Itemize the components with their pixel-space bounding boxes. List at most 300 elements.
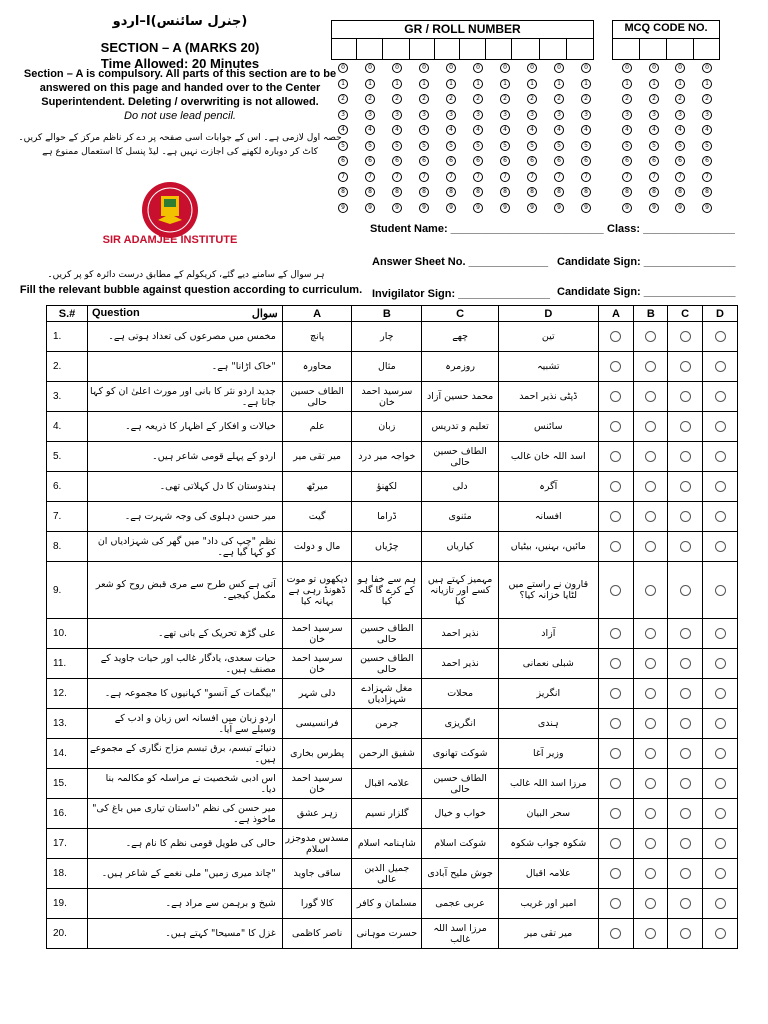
mcq-bubble[interactable]: 7 bbox=[622, 172, 632, 182]
roll-bubble[interactable]: 1 bbox=[473, 79, 483, 89]
option-d: آزاد bbox=[499, 619, 598, 649]
mcq-bubble[interactable]: 6 bbox=[702, 156, 712, 166]
answer-bubble-a[interactable] bbox=[610, 928, 621, 939]
answer-bubble-d[interactable] bbox=[715, 628, 726, 639]
mcq-bubble[interactable]: 2 bbox=[622, 94, 632, 104]
answer-cell-c bbox=[668, 502, 703, 532]
roll-bubble[interactable]: 4 bbox=[473, 125, 483, 135]
answer-bubble-a[interactable] bbox=[610, 658, 621, 669]
answer-bubble-c[interactable] bbox=[680, 688, 691, 699]
answer-bubble-d[interactable] bbox=[715, 748, 726, 759]
answer-bubble-b[interactable] bbox=[645, 748, 656, 759]
mcq-bubble[interactable]: 4 bbox=[702, 125, 712, 135]
roll-bubble[interactable]: 0 bbox=[581, 63, 591, 73]
roll-bubble[interactable]: 3 bbox=[338, 110, 348, 120]
answer-cell-b bbox=[634, 472, 668, 502]
question-text: ہندوستان کا دل کہلاتی تھی۔ bbox=[88, 472, 283, 502]
roll-bubble[interactable]: 8 bbox=[392, 187, 402, 197]
option-c: مرزا اسد اللہ غالب bbox=[422, 919, 499, 949]
roll-bubble[interactable]: 2 bbox=[473, 94, 483, 104]
roll-bubble[interactable]: 4 bbox=[500, 125, 510, 135]
answer-bubble-c[interactable] bbox=[680, 451, 691, 462]
mcq-bubble[interactable]: 1 bbox=[622, 79, 632, 89]
option-c: دلی bbox=[422, 472, 499, 502]
mcq-bubble[interactable]: 6 bbox=[649, 156, 659, 166]
mcq-bubble[interactable]: 2 bbox=[649, 94, 659, 104]
roll-bubble[interactable]: 6 bbox=[419, 156, 429, 166]
roll-bubble[interactable]: 4 bbox=[446, 125, 456, 135]
answer-bubble-a[interactable] bbox=[610, 481, 621, 492]
question-text: شیخ و برہمن سے مراد ہے۔ bbox=[88, 889, 283, 919]
answer-cell-b bbox=[634, 532, 668, 562]
roll-bubble[interactable]: 8 bbox=[527, 187, 537, 197]
mcq-bubble[interactable]: 9 bbox=[649, 203, 659, 213]
answer-bubble-b[interactable] bbox=[645, 451, 656, 462]
answer-bubble-c[interactable] bbox=[680, 868, 691, 879]
mcq-bubble[interactable]: 4 bbox=[649, 125, 659, 135]
roll-bubble[interactable]: 3 bbox=[392, 110, 402, 120]
mcq-bubble[interactable]: 5 bbox=[649, 141, 659, 151]
answer-bubble-c[interactable] bbox=[680, 391, 691, 402]
student-name-field[interactable]: Student Name: _________________________ bbox=[370, 223, 604, 235]
answer-bubble-d[interactable] bbox=[715, 868, 726, 879]
roll-bubble[interactable]: 0 bbox=[338, 63, 348, 73]
roll-bubble[interactable]: 0 bbox=[365, 63, 375, 73]
mcq-bubble[interactable]: 8 bbox=[702, 187, 712, 197]
roll-bubble[interactable]: 5 bbox=[419, 141, 429, 151]
roll-digit-cell[interactable] bbox=[434, 38, 459, 59]
roll-bubble[interactable]: 8 bbox=[419, 187, 429, 197]
mcq-bubble[interactable]: 9 bbox=[622, 203, 632, 213]
option-b: گلزار نسیم bbox=[352, 799, 422, 829]
option-a: میر تقی میر bbox=[282, 442, 352, 472]
answer-cell-c bbox=[668, 799, 703, 829]
roll-bubble[interactable]: 1 bbox=[338, 79, 348, 89]
answer-bubble-a[interactable] bbox=[610, 838, 621, 849]
roll-bubble[interactable]: 9 bbox=[365, 203, 375, 213]
option-d: انگریز bbox=[499, 679, 598, 709]
roll-bubble[interactable]: 9 bbox=[527, 203, 537, 213]
option-b: لکھنؤ bbox=[352, 472, 422, 502]
answer-bubble-b[interactable] bbox=[645, 658, 656, 669]
roll-bubble[interactable]: 6 bbox=[338, 156, 348, 166]
answer-cell-a bbox=[598, 829, 634, 859]
roll-bubble[interactable]: 0 bbox=[473, 63, 483, 73]
roll-bubble[interactable]: 2 bbox=[392, 94, 402, 104]
roll-bubble[interactable]: 4 bbox=[419, 125, 429, 135]
roll-digit-cell[interactable] bbox=[485, 38, 511, 59]
roll-digit-cell[interactable] bbox=[539, 38, 566, 59]
answer-bubble-b[interactable] bbox=[645, 898, 656, 909]
answer-bubble-d[interactable] bbox=[715, 331, 726, 342]
answer-cell-a bbox=[598, 619, 634, 649]
roll-bubble[interactable]: 2 bbox=[338, 94, 348, 104]
answer-cell-d bbox=[703, 859, 738, 889]
answer-bubble-c[interactable] bbox=[680, 808, 691, 819]
roll-bubble[interactable]: 0 bbox=[419, 63, 429, 73]
answer-cell-d bbox=[703, 562, 738, 619]
option-d: وزیر آغا bbox=[499, 739, 598, 769]
mcq-bubble[interactable]: 3 bbox=[702, 110, 712, 120]
roll-bubble[interactable]: 6 bbox=[581, 156, 591, 166]
roll-bubble[interactable]: 7 bbox=[419, 172, 429, 182]
question-text: دنیائے تبسم، برق تبسم مزاح نگاری کے مجموعے ہیں۔ bbox=[88, 739, 283, 769]
roll-bubble[interactable]: 8 bbox=[473, 187, 483, 197]
roll-bubble[interactable]: 6 bbox=[473, 156, 483, 166]
answer-bubble-a[interactable] bbox=[610, 808, 621, 819]
answer-sheet-field[interactable]: Answer Sheet No. _____________ bbox=[372, 256, 549, 268]
roll-bubble[interactable]: 3 bbox=[365, 110, 375, 120]
answer-bubble-b[interactable] bbox=[645, 585, 656, 596]
roll-bubble[interactable]: 9 bbox=[392, 203, 402, 213]
mcq-code-title: MCQ CODE NO. bbox=[624, 22, 708, 34]
answer-bubble-c[interactable] bbox=[680, 928, 691, 939]
answer-cell-d bbox=[703, 829, 738, 859]
roll-bubble[interactable]: 7 bbox=[500, 172, 510, 182]
roll-bubble[interactable]: 9 bbox=[446, 203, 456, 213]
answer-bubble-b[interactable] bbox=[645, 331, 656, 342]
answer-bubble-c[interactable] bbox=[680, 718, 691, 729]
roll-bubble[interactable]: 6 bbox=[500, 156, 510, 166]
answer-bubble-a[interactable] bbox=[610, 718, 621, 729]
answer-bubble-b[interactable] bbox=[645, 838, 656, 849]
answer-bubble-b[interactable] bbox=[645, 541, 656, 552]
roll-bubble[interactable]: 6 bbox=[392, 156, 402, 166]
roll-bubble[interactable]: 1 bbox=[419, 79, 429, 89]
roll-bubble[interactable]: 3 bbox=[581, 110, 591, 120]
mcq-bubble[interactable]: 0 bbox=[675, 63, 685, 73]
roll-bubble[interactable]: 5 bbox=[554, 141, 564, 151]
mcq-digit-cell[interactable] bbox=[693, 38, 720, 59]
answer-bubble-c[interactable] bbox=[680, 541, 691, 552]
answer-bubble-b[interactable] bbox=[645, 628, 656, 639]
answer-bubble-d[interactable] bbox=[715, 928, 726, 939]
question-text: علی گڑھ تحریک کے بانی تھے۔ bbox=[88, 619, 283, 649]
mcq-bubble[interactable]: 0 bbox=[622, 63, 632, 73]
answer-bubble-d[interactable] bbox=[715, 391, 726, 402]
answer-bubble-c[interactable] bbox=[680, 361, 691, 372]
answer-cell-a bbox=[598, 739, 634, 769]
option-a: ناصر کاظمی bbox=[282, 919, 352, 949]
roll-bubble[interactable]: 2 bbox=[554, 94, 564, 104]
roll-bubble[interactable]: 6 bbox=[554, 156, 564, 166]
mcq-bubble[interactable]: 1 bbox=[702, 79, 712, 89]
mcq-bubble[interactable]: 7 bbox=[702, 172, 712, 182]
roll-bubble[interactable]: 8 bbox=[338, 187, 348, 197]
option-c: روزمرہ bbox=[422, 352, 499, 382]
candidate-sign-field-2[interactable]: Candidate Sign: _______________ bbox=[557, 286, 736, 298]
answer-bubble-d[interactable] bbox=[715, 511, 726, 522]
option-b: چڑیاں bbox=[352, 532, 422, 562]
roll-bubble[interactable]: 6 bbox=[527, 156, 537, 166]
roll-bubble[interactable]: 3 bbox=[500, 110, 510, 120]
question-number: 8. bbox=[47, 532, 88, 562]
mcq-bubble[interactable]: 5 bbox=[675, 141, 685, 151]
roll-bubble[interactable]: 3 bbox=[473, 110, 483, 120]
mcq-digit-cell[interactable] bbox=[639, 38, 666, 59]
answer-bubble-a[interactable] bbox=[610, 748, 621, 759]
answer-bubble-d[interactable] bbox=[715, 898, 726, 909]
answer-bubble-b[interactable] bbox=[645, 868, 656, 879]
roll-bubble[interactable]: 7 bbox=[365, 172, 375, 182]
answer-bubble-c[interactable] bbox=[680, 898, 691, 909]
roll-bubble[interactable]: 4 bbox=[392, 125, 402, 135]
answer-bubble-a[interactable] bbox=[610, 868, 621, 879]
roll-bubble[interactable]: 1 bbox=[365, 79, 375, 89]
answer-bubble-a[interactable] bbox=[610, 391, 621, 402]
roll-bubble[interactable]: 4 bbox=[554, 125, 564, 135]
answer-bubble-c[interactable] bbox=[680, 838, 691, 849]
mcq-bubble[interactable]: 0 bbox=[702, 63, 712, 73]
mcq-bubble[interactable]: 0 bbox=[649, 63, 659, 73]
roll-bubble[interactable]: 5 bbox=[446, 141, 456, 151]
option-d: سحر البیان bbox=[499, 799, 598, 829]
roll-bubble[interactable]: 9 bbox=[500, 203, 510, 213]
answer-bubble-d[interactable] bbox=[715, 585, 726, 596]
answer-bubble-c[interactable] bbox=[680, 778, 691, 789]
roll-digit-cell[interactable] bbox=[459, 38, 485, 59]
roll-bubble[interactable]: 1 bbox=[500, 79, 510, 89]
mcq-bubble[interactable]: 8 bbox=[675, 187, 685, 197]
mcq-digit-cell[interactable] bbox=[666, 38, 693, 59]
answer-bubble-d[interactable] bbox=[715, 361, 726, 372]
mcq-bubble[interactable]: 2 bbox=[675, 94, 685, 104]
section-title: SECTION – A (MARKS 20) bbox=[100, 40, 260, 55]
roll-bubble[interactable]: 4 bbox=[338, 125, 348, 135]
mcq-bubble[interactable]: 7 bbox=[649, 172, 659, 182]
answer-bubble-c[interactable] bbox=[680, 585, 691, 596]
roll-bubble[interactable]: 9 bbox=[338, 203, 348, 213]
answer-bubble-a[interactable] bbox=[610, 898, 621, 909]
answer-bubble-a[interactable] bbox=[610, 331, 621, 342]
roll-bubble[interactable]: 3 bbox=[527, 110, 537, 120]
answer-bubble-d[interactable] bbox=[715, 541, 726, 552]
question-number: 17. bbox=[47, 829, 88, 859]
roll-digit-cell[interactable] bbox=[409, 38, 434, 59]
roll-bubble[interactable]: 7 bbox=[446, 172, 456, 182]
answer-bubble-a[interactable] bbox=[610, 511, 621, 522]
roll-bubble[interactable]: 0 bbox=[500, 63, 510, 73]
mcq-bubble[interactable]: 7 bbox=[675, 172, 685, 182]
mcq-bubble[interactable]: 4 bbox=[622, 125, 632, 135]
mcq-bubble[interactable]: 3 bbox=[622, 110, 632, 120]
roll-bubble[interactable]: 3 bbox=[419, 110, 429, 120]
roll-bubble[interactable]: 8 bbox=[554, 187, 564, 197]
answer-bubble-c[interactable] bbox=[680, 481, 691, 492]
answer-bubble-c[interactable] bbox=[680, 748, 691, 759]
roll-bubble[interactable]: 9 bbox=[473, 203, 483, 213]
roll-bubble[interactable]: 1 bbox=[581, 79, 591, 89]
roll-bubble[interactable]: 0 bbox=[554, 63, 564, 73]
roll-bubble[interactable]: 2 bbox=[527, 94, 537, 104]
roll-bubble[interactable]: 3 bbox=[554, 110, 564, 120]
answer-bubble-d[interactable] bbox=[715, 481, 726, 492]
roll-bubble[interactable]: 7 bbox=[473, 172, 483, 182]
answer-bubble-b[interactable] bbox=[645, 421, 656, 432]
roll-bubble[interactable]: 7 bbox=[527, 172, 537, 182]
answer-bubble-a[interactable] bbox=[610, 628, 621, 639]
question-number: 1. bbox=[47, 322, 88, 352]
roll-bubble[interactable]: 0 bbox=[527, 63, 537, 73]
answer-cell-b bbox=[634, 889, 668, 919]
roll-bubble[interactable]: 5 bbox=[527, 141, 537, 151]
answer-bubble-a[interactable] bbox=[610, 688, 621, 699]
roll-digit-cell[interactable] bbox=[511, 38, 539, 59]
option-c: عربی عجمی bbox=[422, 889, 499, 919]
roll-bubble[interactable]: 9 bbox=[419, 203, 429, 213]
mcq-bubble[interactable]: 5 bbox=[622, 141, 632, 151]
answer-bubble-b[interactable] bbox=[645, 808, 656, 819]
answer-bubble-d[interactable] bbox=[715, 451, 726, 462]
roll-digit-cell[interactable] bbox=[382, 38, 409, 59]
option-a: مال و دولت bbox=[282, 532, 352, 562]
roll-bubble[interactable]: 7 bbox=[392, 172, 402, 182]
invigilator-sign-field[interactable]: Invigilator Sign: _______________ bbox=[372, 288, 550, 300]
answer-bubble-d[interactable] bbox=[715, 808, 726, 819]
answer-bubble-a[interactable] bbox=[610, 541, 621, 552]
roll-bubble[interactable]: 1 bbox=[527, 79, 537, 89]
subject-urdu: اردو–I(جنرل سائنس) bbox=[112, 14, 248, 29]
roll-bubble[interactable]: 8 bbox=[581, 187, 591, 197]
answer-cell-c bbox=[668, 679, 703, 709]
answer-bubble-d[interactable] bbox=[715, 838, 726, 849]
roll-digit-cell[interactable] bbox=[356, 38, 382, 59]
mcq-bubble[interactable]: 3 bbox=[649, 110, 659, 120]
answer-cell-c bbox=[668, 442, 703, 472]
roll-bubble[interactable]: 4 bbox=[581, 125, 591, 135]
answer-bubble-b[interactable] bbox=[645, 361, 656, 372]
answer-bubble-c[interactable] bbox=[680, 628, 691, 639]
roll-bubble[interactable]: 7 bbox=[581, 172, 591, 182]
roll-bubble[interactable]: 5 bbox=[500, 141, 510, 151]
answer-bubble-b[interactable] bbox=[645, 928, 656, 939]
answer-bubble-a[interactable] bbox=[610, 585, 621, 596]
header-answer-c: C bbox=[668, 306, 703, 322]
answer-bubble-a[interactable] bbox=[610, 451, 621, 462]
answer-bubble-c[interactable] bbox=[680, 421, 691, 432]
roll-bubble[interactable]: 3 bbox=[446, 110, 456, 120]
answer-cell-c bbox=[668, 709, 703, 739]
roll-bubble[interactable]: 7 bbox=[554, 172, 564, 182]
answer-bubble-b[interactable] bbox=[645, 688, 656, 699]
roll-bubble[interactable]: 8 bbox=[500, 187, 510, 197]
question-text: میر حسن دہلوی کی وجہ شہرت ہے۔ bbox=[88, 502, 283, 532]
mcq-bubble[interactable]: 6 bbox=[675, 156, 685, 166]
answer-bubble-c[interactable] bbox=[680, 658, 691, 669]
answer-cell-a bbox=[598, 889, 634, 919]
answer-bubble-b[interactable] bbox=[645, 511, 656, 522]
roll-bubble[interactable]: 5 bbox=[365, 141, 375, 151]
mcq-bubble[interactable]: 4 bbox=[675, 125, 685, 135]
roll-digit-cell[interactable] bbox=[331, 38, 356, 59]
header-answer-b: B bbox=[634, 306, 668, 322]
header-question-urdu: سوال bbox=[251, 308, 278, 320]
answer-bubble-d[interactable] bbox=[715, 718, 726, 729]
answer-bubble-b[interactable] bbox=[645, 481, 656, 492]
mcq-bubble[interactable]: 3 bbox=[675, 110, 685, 120]
roll-bubble[interactable]: 0 bbox=[392, 63, 402, 73]
answer-cell-d bbox=[703, 739, 738, 769]
roll-bubble[interactable]: 9 bbox=[581, 203, 591, 213]
answer-cell-a bbox=[598, 769, 634, 799]
answer-bubble-b[interactable] bbox=[645, 718, 656, 729]
mcq-digit-cell[interactable] bbox=[612, 38, 639, 59]
roll-bubble[interactable]: 8 bbox=[365, 187, 375, 197]
question-row bbox=[47, 859, 738, 889]
roll-bubble[interactable]: 0 bbox=[446, 63, 456, 73]
class-field[interactable]: Class: _______________ bbox=[607, 223, 735, 235]
option-b: ہم سے خفا ہو کے کرے گا گلہ کیا bbox=[352, 562, 422, 619]
mcq-bubble[interactable]: 1 bbox=[649, 79, 659, 89]
answer-bubble-c[interactable] bbox=[680, 511, 691, 522]
answer-cell-c bbox=[668, 919, 703, 949]
roll-bubble[interactable]: 7 bbox=[338, 172, 348, 182]
mcq-bubble[interactable]: 1 bbox=[675, 79, 685, 89]
roll-digit-cell[interactable] bbox=[566, 38, 594, 59]
answer-bubble-d[interactable] bbox=[715, 658, 726, 669]
roll-bubble[interactable]: 2 bbox=[365, 94, 375, 104]
roll-bubble[interactable]: 5 bbox=[581, 141, 591, 151]
answer-bubble-a[interactable] bbox=[610, 361, 621, 372]
mcq-bubble[interactable]: 6 bbox=[622, 156, 632, 166]
roll-bubble[interactable]: 1 bbox=[446, 79, 456, 89]
answer-cell-b bbox=[634, 442, 668, 472]
roll-bubble[interactable]: 2 bbox=[446, 94, 456, 104]
roll-bubble[interactable]: 2 bbox=[581, 94, 591, 104]
header-question bbox=[88, 306, 283, 322]
mcq-bubble[interactable]: 8 bbox=[622, 187, 632, 197]
answer-cell-d bbox=[703, 799, 738, 829]
answer-bubble-d[interactable] bbox=[715, 688, 726, 699]
answer-bubble-c[interactable] bbox=[680, 331, 691, 342]
answer-cell-c bbox=[668, 382, 703, 412]
question-table bbox=[46, 305, 738, 949]
answer-bubble-d[interactable] bbox=[715, 778, 726, 789]
roll-bubble[interactable]: 9 bbox=[554, 203, 564, 213]
mcq-bubble[interactable]: 9 bbox=[675, 203, 685, 213]
roll-bubble[interactable]: 5 bbox=[338, 141, 348, 151]
answer-cell-c bbox=[668, 322, 703, 352]
roll-bubble[interactable]: 1 bbox=[392, 79, 402, 89]
roll-bubble[interactable]: 2 bbox=[419, 94, 429, 104]
fill-instruction-en: Fill the relevant bubble against question according to curriculum. bbox=[19, 284, 363, 296]
roll-bubble[interactable]: 8 bbox=[446, 187, 456, 197]
answer-bubble-b[interactable] bbox=[645, 391, 656, 402]
mcq-bubble[interactable]: 5 bbox=[702, 141, 712, 151]
roll-bubble[interactable]: 5 bbox=[473, 141, 483, 151]
mcq-bubble[interactable]: 9 bbox=[702, 203, 712, 213]
option-c: جوش ملیح آبادی bbox=[422, 859, 499, 889]
option-a: سرسید احمد خان bbox=[282, 649, 352, 679]
roll-bubble[interactable]: 4 bbox=[365, 125, 375, 135]
roll-bubble[interactable]: 2 bbox=[500, 94, 510, 104]
answer-bubble-d[interactable] bbox=[715, 421, 726, 432]
answer-bubble-a[interactable] bbox=[610, 421, 621, 432]
roll-bubble[interactable]: 6 bbox=[365, 156, 375, 166]
roll-bubble[interactable]: 4 bbox=[527, 125, 537, 135]
answer-bubble-a[interactable] bbox=[610, 778, 621, 789]
option-a: سرسید احمد خان bbox=[282, 769, 352, 799]
candidate-sign-field[interactable]: Candidate Sign: _______________ bbox=[557, 256, 736, 268]
answer-bubble-b[interactable] bbox=[645, 778, 656, 789]
mcq-bubble[interactable]: 8 bbox=[649, 187, 659, 197]
answer-cell-d bbox=[703, 889, 738, 919]
roll-bubble[interactable]: 1 bbox=[554, 79, 564, 89]
roll-bubble[interactable]: 6 bbox=[446, 156, 456, 166]
mcq-bubble[interactable]: 2 bbox=[702, 94, 712, 104]
answer-cell-a bbox=[598, 532, 634, 562]
roll-bubble[interactable]: 5 bbox=[392, 141, 402, 151]
